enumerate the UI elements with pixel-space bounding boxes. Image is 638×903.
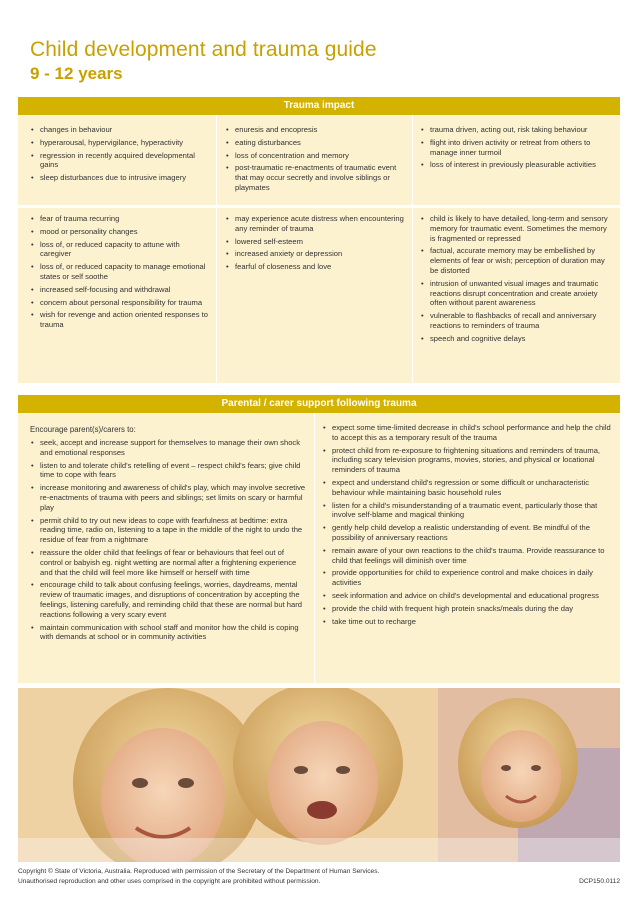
list-item: • enuresis and encopresis [225,125,409,135]
trauma-impact-heading: Trauma impact [18,97,620,115]
trauma-row2-col2 [225,214,409,275]
list-item: • loss of, or reduced capacity to attune with caregiver [30,240,212,260]
list-item: • take time out to recharge [322,617,612,627]
trauma-row1-col2 [225,125,409,196]
list-item: • flight into driven activity or retreat from others to manage inner turmoil [420,138,614,158]
parental-support-panel [18,413,620,683]
list-item: • wish for revenge and action oriented responses to trauma [30,310,212,330]
trauma-row2-col3 [420,214,614,347]
children-photo-illustration [18,688,620,862]
list-item: • provide opportunities for child to experience control and make choices in daily activities [322,568,612,588]
list-item: • mood or personality changes [30,227,212,237]
list-item: • increase monitoring and awareness of child's play, which may involve secretive re-enactments of trauma with peers and siblings; set limits on scary or harmful play [30,483,308,512]
list-item: • increased anxiety or depression [225,249,409,259]
list-item: • expect some time-limited decrease in child's school performance and help the child to accept this as a temporary result of the trauma [322,423,612,443]
list-item: • expect and understand child's regression or some difficult or uncharacteristic behaviour while maintaining basic household rules [322,478,612,498]
list-item: • maintain communication with school staff and monitor how the child is coping with demands at school or in community activities [30,623,308,643]
list-item: • fearful of closeness and love [225,262,409,272]
trauma-impact-panel [18,115,620,383]
list-item: • eating disturbances [225,138,409,148]
support-col2 [322,423,612,629]
page-title: Child development and trauma guide [30,38,377,61]
list-item: • reassure the older child that feelings of fear or behaviours that feel out of control or babyish eg. night wetting are normal after a frightening experience and that the child will feel more like himself or herself with time [30,548,308,577]
list-item: • loss of concentration and memory [225,151,409,161]
list-item: • loss of, or reduced capacity to manage emotional states or self soothe [30,262,212,282]
list-item: • child is likely to have detailed, long-term and sensory memory for traumatic event. Sometimes the memory is fragmented or repressed [420,214,614,243]
trauma-row1-col3 [420,125,614,173]
list-item: • listen to and tolerate child's retelling of event – respect child's fears; give child time to cope with fears [30,461,308,481]
support-col1 [30,425,308,645]
row-divider [18,205,620,208]
list-item: • regression in recently acquired developmental gains [30,151,212,171]
trauma-row1-col1 [30,125,212,186]
list-item: • vulnerable to flashbacks of recall and anniversary reactions to reminders of trauma [420,311,614,331]
list-item: • provide the child with frequent high protein snacks/meals during the day [322,604,612,614]
list-item: • concern about personal responsibility for trauma [30,298,212,308]
reproduction-notice: Unauthorised reproduction and other uses comprised in the copyright are prohibited without permission. [18,878,321,885]
age-range-subtitle: 9 - 12 years [30,64,123,83]
parental-support-heading: Parental / carer support following trauma [18,395,620,413]
document-code: DCP150.0112 [579,878,620,885]
copyright-text: Copyright © State of Victoria, Australia. Reproduced with permission of the Secretary of the Department of Human Services. [18,868,380,875]
support-lead: Encourage parent(s)/carers to: [30,425,136,434]
list-item: • remain aware of your own reactions to the child's trauma. Provide reassurance to child that feelings will diminish over time [322,546,612,566]
list-item: • gently help child develop a realistic understanding of event. Be mindful of the possibility of anniversary reactions [322,523,612,543]
list-item: • speech and cognitive delays [420,334,614,344]
list-item: • may experience acute distress when encountering any reminder of trauma [225,214,409,234]
list-item: • seek, accept and increase support for themselves to manage their own shock and emotional responses [30,438,308,458]
list-item: • increased self-focusing and withdrawal [30,285,212,295]
list-item: • loss of interest in previously pleasurable activities [420,160,614,170]
list-item: • hyperarousal, hypervigilance, hyperactivity [30,138,212,148]
list-item: • sleep disturbances due to intrusive imagery [30,173,212,183]
list-item: • listen for a child's misunderstanding of a traumatic event, particularly those that involve self-blame and magical thinking [322,501,612,521]
list-item: • fear of trauma recurring [30,214,212,224]
children-photo [18,688,620,862]
list-item: • trauma driven, acting out, risk taking behaviour [420,125,614,135]
list-item: • seek information and advice on child's developmental and educational progress [322,591,612,601]
list-item: • factual, accurate memory may be embellished by elements of fear or wish; perception of duration may be distorted [420,246,614,275]
list-item: • permit child to try out new ideas to cope with fearfulness at bedtime: extra reading time, radio on, listening to a tape in the middle of the night to undo the residue of fear from a nightmare [30,516,308,545]
list-item: • intrusion of unwanted visual images and traumatic reactions disrupt concentration and create anxiety often without parent awareness [420,279,614,308]
list-item: • protect child from re-exposure to frightening situations and reminders of trauma, including scary television programs, movies, stories, and physical or locational reminders of trauma [322,446,612,475]
trauma-row2-col1 [30,214,212,333]
list-item: • changes in behaviour [30,125,212,135]
list-item: • lowered self-esteem [225,237,409,247]
list-item: • encourage child to talk about confusing feelings, worries, daydreams, mental review of traumatic images, and disruptions of concentration by accepting the feelings, listening carefully, and reminding child that these are normal but hard reactions following a very scary event [30,580,308,619]
list-item: • post-traumatic re-enactments of traumatic event that may occur secretly and involve siblings or playmates [225,163,409,192]
